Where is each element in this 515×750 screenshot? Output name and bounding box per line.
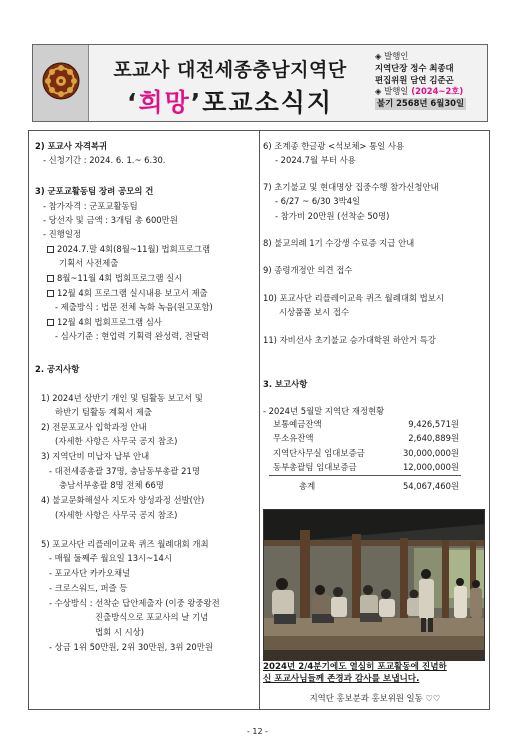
text-line: - 참가자격 : 군포교활동팀	[43, 201, 138, 211]
text-line: - 크로스워드, 퍼즐 등	[49, 583, 128, 593]
publisher-label: ◈ 발행인	[375, 51, 409, 61]
org-title: 포교사 대전세종충남지역단	[113, 59, 347, 81]
thanks-message: 2024년 2/4분기에도 열심히 포교활동에 진념하 신 포교사님들께 존경과 감사를 보냅니다.	[263, 662, 447, 684]
text-line: 6) 조계종 한글광 <석보체> 통일 사용	[263, 141, 405, 151]
text-line: (자세한 사항은 사무국 공지 참조)	[55, 510, 178, 520]
checklist-item: 12월 4회 프로그램 실시내용 보고서 제출	[47, 288, 208, 299]
thanks-signature: 지역단 홍보분과 홍보위원 일동 ♡♡	[309, 693, 441, 703]
text-line: 3) 지역단비 미납자 납부 안내	[41, 451, 150, 461]
text-line: 10) 포교사단 리플레이교육 퀴즈 월례대회 법보시	[263, 293, 444, 303]
checklist-item: 2024.7.말 4회(8월~11월) 법회프로그램	[47, 244, 210, 255]
page-number: - 12 -	[246, 727, 269, 736]
checklist-item: 8월~11월 4회 법회프로그램 실시	[47, 273, 182, 284]
text-line: - 제출방식 : 법문 전체 녹화 녹음(원고포함)	[55, 302, 213, 312]
checkbox-icon	[47, 319, 54, 326]
editor: 편집위원 담연 김준곤	[375, 74, 454, 85]
publisher: 지역단장 정수 최종대	[375, 62, 454, 73]
hope-word: 희망	[138, 88, 191, 117]
text-line: 5) 포교사단 리플레이교육 퀴즈 월례대회 개최	[41, 539, 209, 549]
report-title: 3. 보고사항	[263, 379, 308, 389]
total-divider	[269, 475, 461, 476]
text-line: 11) 자비선사 초기불교 승가대학원 하안거 특강	[263, 335, 436, 345]
text-line: - 6/27 ~ 6/30 3박4일	[275, 196, 361, 206]
text-line: - 수상방식 : 선착순 답안제출자 (이중 왕중왕전	[49, 598, 220, 608]
text-line: - 매월 둘째주 월요일 13시~14시	[49, 553, 172, 563]
finance-row: 보통예금잔액 9,426,571원	[273, 419, 459, 429]
text-line: 하반기 팀활동 계획서 제출	[55, 407, 152, 417]
notice-title: 2. 공지사항	[35, 364, 80, 374]
text-line: - 신청기간 : 2024. 6. 1.~ 6.30.	[43, 155, 166, 165]
text-line: 진출방식으로 포교사의 날 기념	[95, 612, 209, 622]
checkbox-icon	[47, 246, 54, 253]
publication-info	[373, 45, 487, 121]
issue-number: (2024~2호)	[411, 86, 464, 97]
text-line: 기획서 사전제출	[59, 258, 119, 268]
text-line: - 당선자 및 금액 : 3개팀 총 600만원	[43, 215, 178, 225]
text-line: - 심사기준 : 현업력 기획력 완성력, 전달력	[55, 331, 209, 341]
checkbox-icon	[47, 275, 54, 282]
text-line: 법회 시 시상)	[95, 627, 145, 637]
finance-total-row: 총계 54,067,460원	[299, 481, 459, 491]
left-column	[35, 131, 257, 709]
text-line: - 포교사단 카카오채널	[49, 568, 131, 578]
report-subtitle: - 2024년 5월말 지역단 재정현황	[263, 406, 385, 416]
newsletter-body	[28, 130, 490, 710]
text-line: 8) 불교의례 1기 수강생 수료증 지급 안내	[263, 238, 415, 248]
section-2-title: 2) 포교사 자격복귀	[35, 141, 108, 151]
text-line: - 진행일정	[43, 229, 82, 239]
checklist-item: 12월 4회 법회프로그램 심사	[47, 317, 162, 328]
title-area	[89, 45, 371, 121]
text-line: 1) 2024년 상반기 개인 및 팀활동 보고서 및	[41, 393, 203, 403]
text-line: - 2024.7월 부터 사용	[275, 155, 356, 165]
right-column	[263, 131, 489, 709]
logo-panel	[33, 45, 89, 121]
finance-row: 지역단사무실 임대보증금 30,000,000원	[273, 448, 459, 458]
text-line: 7) 초기불교 및 현대명상 집중수행 참가신청안내	[263, 182, 439, 192]
text-line: - 대전세종총괄 37명, 충남동부총괄 21명	[49, 466, 200, 476]
text-line: 4) 불교문화해설사 지도자 양성과정 선발(안)	[41, 495, 205, 505]
date-label: ◈ 발행일	[375, 86, 409, 97]
finance-row: 동부총괄팀 임대보증금 12,000,000원	[273, 462, 459, 472]
text-line: 충남서부총괄 8명 전체 66명	[59, 480, 164, 490]
text-line: 시상품품 보시 접수	[279, 307, 350, 317]
dharma-wheel-icon	[41, 61, 81, 101]
checkbox-icon	[47, 290, 54, 297]
section-3-title: 3) 군포교활동팀 장려 공모의 건	[35, 186, 154, 196]
text-line: (자세한 사항은 사무국 공지 참조)	[55, 436, 178, 446]
text-line: 9) 종령개정안 의견 접수	[263, 265, 353, 275]
newsletter-title: ‘희망’포교소식지	[126, 88, 334, 117]
group-photo	[263, 509, 485, 661]
newsletter-header	[32, 44, 488, 122]
text-line: 2) 전문포교사 입학과정 안내	[41, 422, 147, 432]
issue-date: 불기 2568년 6월30일	[377, 98, 465, 109]
finance-row: 무소유잔액 2,640,889원	[273, 433, 459, 443]
column-divider	[259, 131, 260, 709]
text-line: - 상금 1위 50만원, 2위 30만원, 3위 20만원	[49, 642, 213, 652]
temple-corridor-photo	[264, 510, 485, 661]
text-line: - 참가비 20만원 (선착순 50명)	[275, 211, 390, 221]
